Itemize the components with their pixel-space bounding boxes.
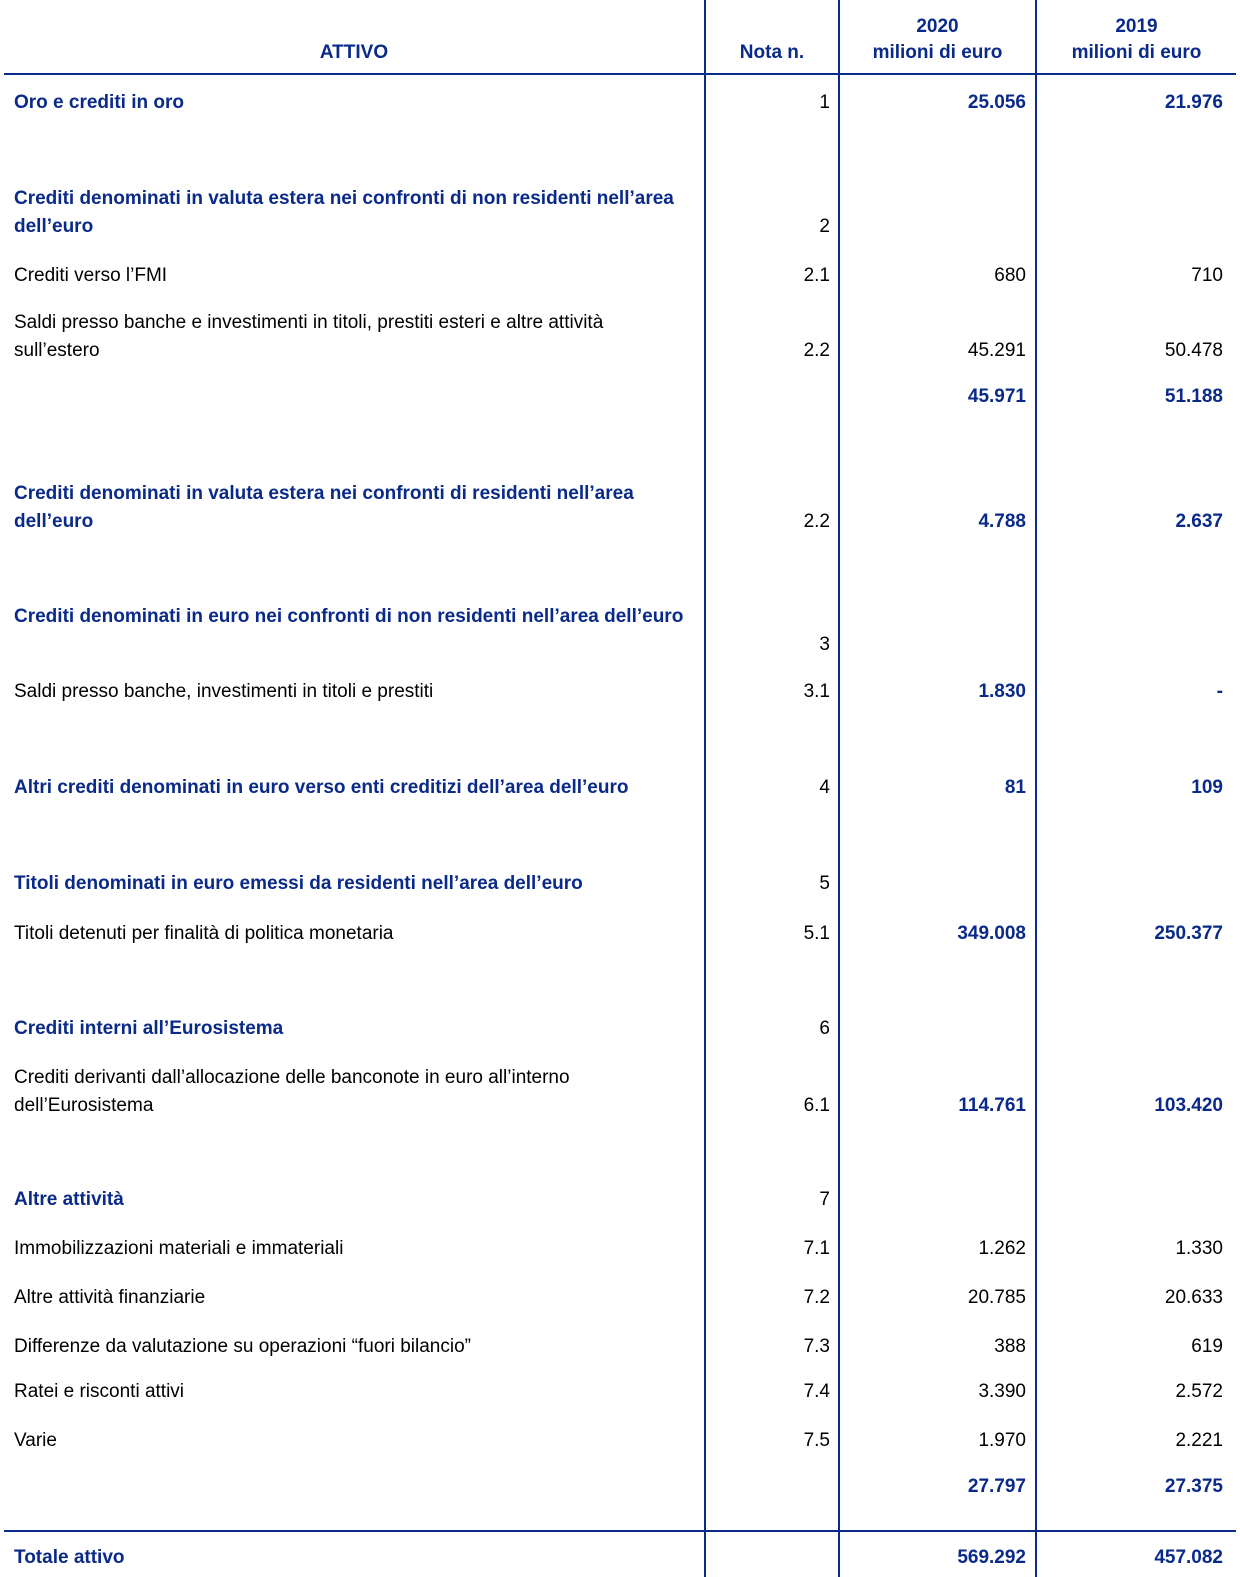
row-value-2020: 20.785 xyxy=(967,1287,1026,1308)
subtotal-2019: 51.188 xyxy=(1164,386,1223,407)
row-value-2020: 388 xyxy=(994,1336,1026,1357)
row-value-2019: 2.221 xyxy=(1175,1430,1223,1451)
row-value-2020: 680 xyxy=(994,265,1026,286)
row-value-2020: 349.008 xyxy=(957,923,1026,944)
row-nota: 2.2 xyxy=(803,511,830,532)
total-label: Totale attivo xyxy=(14,1547,125,1568)
header-unit-2019: milioni di euro xyxy=(1071,42,1202,63)
row-label: Titoli detenuti per finalità di politica monetaria xyxy=(14,923,394,944)
row-value-2019: - xyxy=(1216,681,1223,702)
header-rule xyxy=(4,73,1236,75)
row-value-2019: 103.420 xyxy=(1154,1095,1223,1116)
row-value-2019: 20.633 xyxy=(1164,1287,1223,1308)
section-heading: Altre attività xyxy=(14,1189,124,1210)
row-nota: 4 xyxy=(819,777,830,798)
row-value-2019: 619 xyxy=(1191,1336,1223,1357)
row-value-2020: 1.262 xyxy=(978,1238,1026,1259)
section-heading: Altri crediti denominati in euro verso enti creditizi dell’area dell’euro xyxy=(14,777,629,798)
row-label: Crediti verso l’FMI xyxy=(14,265,168,286)
total-2020: 569.292 xyxy=(957,1547,1026,1568)
row-value-2020: 45.291 xyxy=(967,340,1026,361)
header-attivo: ATTIVO xyxy=(319,42,389,63)
row-label: Saldi presso banche e investimenti in titoli, prestiti esteri e altre attività sull’estero xyxy=(14,312,604,361)
row-nota: 6.1 xyxy=(803,1095,830,1116)
header-unit-2020: milioni di euro xyxy=(872,42,1003,63)
subtotal-2020: 27.797 xyxy=(967,1476,1026,1497)
section-heading: Titoli denominati in euro emessi da residenti nell’area dell’euro xyxy=(14,873,583,894)
row-value-2019: 2.572 xyxy=(1175,1381,1223,1402)
row-value-2020: 4.788 xyxy=(978,511,1026,532)
total-2019: 457.082 xyxy=(1154,1547,1223,1568)
header-nota: Nota n. xyxy=(739,42,805,63)
row-nota: 7.3 xyxy=(803,1336,830,1357)
row-value-2020: 3.390 xyxy=(978,1381,1026,1402)
row-value-2020: 1.970 xyxy=(978,1430,1026,1451)
row-nota: 1 xyxy=(819,92,830,113)
row-label: Ratei e risconti attivi xyxy=(14,1381,185,1402)
row-nota: 7.5 xyxy=(803,1430,830,1451)
section-heading: Crediti interni all’Eurosistema xyxy=(14,1018,284,1039)
row-label: Differenze da valutazione su operazioni “fuori bilancio” xyxy=(14,1336,471,1357)
header-year-2019: 2019 xyxy=(1115,16,1158,37)
row-nota: 2.1 xyxy=(803,265,830,286)
row-nota: 7 xyxy=(819,1189,830,1210)
row-nota: 5.1 xyxy=(803,923,830,944)
row-nota: 2 xyxy=(819,216,830,237)
row-label: Saldi presso banche, investimenti in titoli e prestiti xyxy=(14,681,434,702)
section-heading: Crediti denominati in euro nei confronti di non residenti nell’area dell’euro xyxy=(14,606,684,627)
row-nota: 2.2 xyxy=(803,340,830,361)
row-nota: 6 xyxy=(819,1018,830,1039)
row-value-2019: 250.377 xyxy=(1154,923,1223,944)
row-value-2019: 710 xyxy=(1191,265,1223,286)
section-heading: Crediti denominati in valuta estera nei confronti di non residenti nell’area dell’euro xyxy=(14,188,674,237)
row-value-2019: 109 xyxy=(1191,777,1223,798)
row-nota: 5 xyxy=(819,873,830,894)
row-nota: 7.1 xyxy=(803,1238,830,1259)
total-rule xyxy=(4,1530,1236,1532)
row-nota: 7.4 xyxy=(803,1381,830,1402)
row-value-2020: 1.830 xyxy=(978,681,1026,702)
row-nota: 3.1 xyxy=(803,681,830,702)
row-label: Altre attività finanziarie xyxy=(14,1287,206,1308)
row-value-2019: 1.330 xyxy=(1175,1238,1223,1259)
row-label: Varie xyxy=(14,1430,57,1451)
subtotal-2019: 27.375 xyxy=(1164,1476,1223,1497)
row-value-2020: 114.761 xyxy=(958,1095,1026,1116)
section-heading: Crediti denominati in valuta estera nei confronti di residenti nell’area dell’euro xyxy=(14,483,634,532)
row-nota: 3 xyxy=(819,634,830,655)
header-year-2020: 2020 xyxy=(916,16,959,37)
row-value-2019: 50.478 xyxy=(1164,340,1223,361)
row-label: Crediti derivanti dall’allocazione delle banconote in euro all’interno dell’Eurosistema xyxy=(14,1067,570,1116)
row-nota: 7.2 xyxy=(803,1287,830,1308)
row-label: Oro e crediti in oro xyxy=(14,92,184,113)
row-value-2019: 21.976 xyxy=(1164,92,1223,113)
row-label: Immobilizzazioni materiali e immateriali xyxy=(14,1238,344,1259)
row-value-2019: 2.637 xyxy=(1175,511,1223,532)
row-value-2020: 81 xyxy=(1004,777,1026,798)
row-value-2020: 25.056 xyxy=(967,92,1026,113)
subtotal-2020: 45.971 xyxy=(967,386,1026,407)
